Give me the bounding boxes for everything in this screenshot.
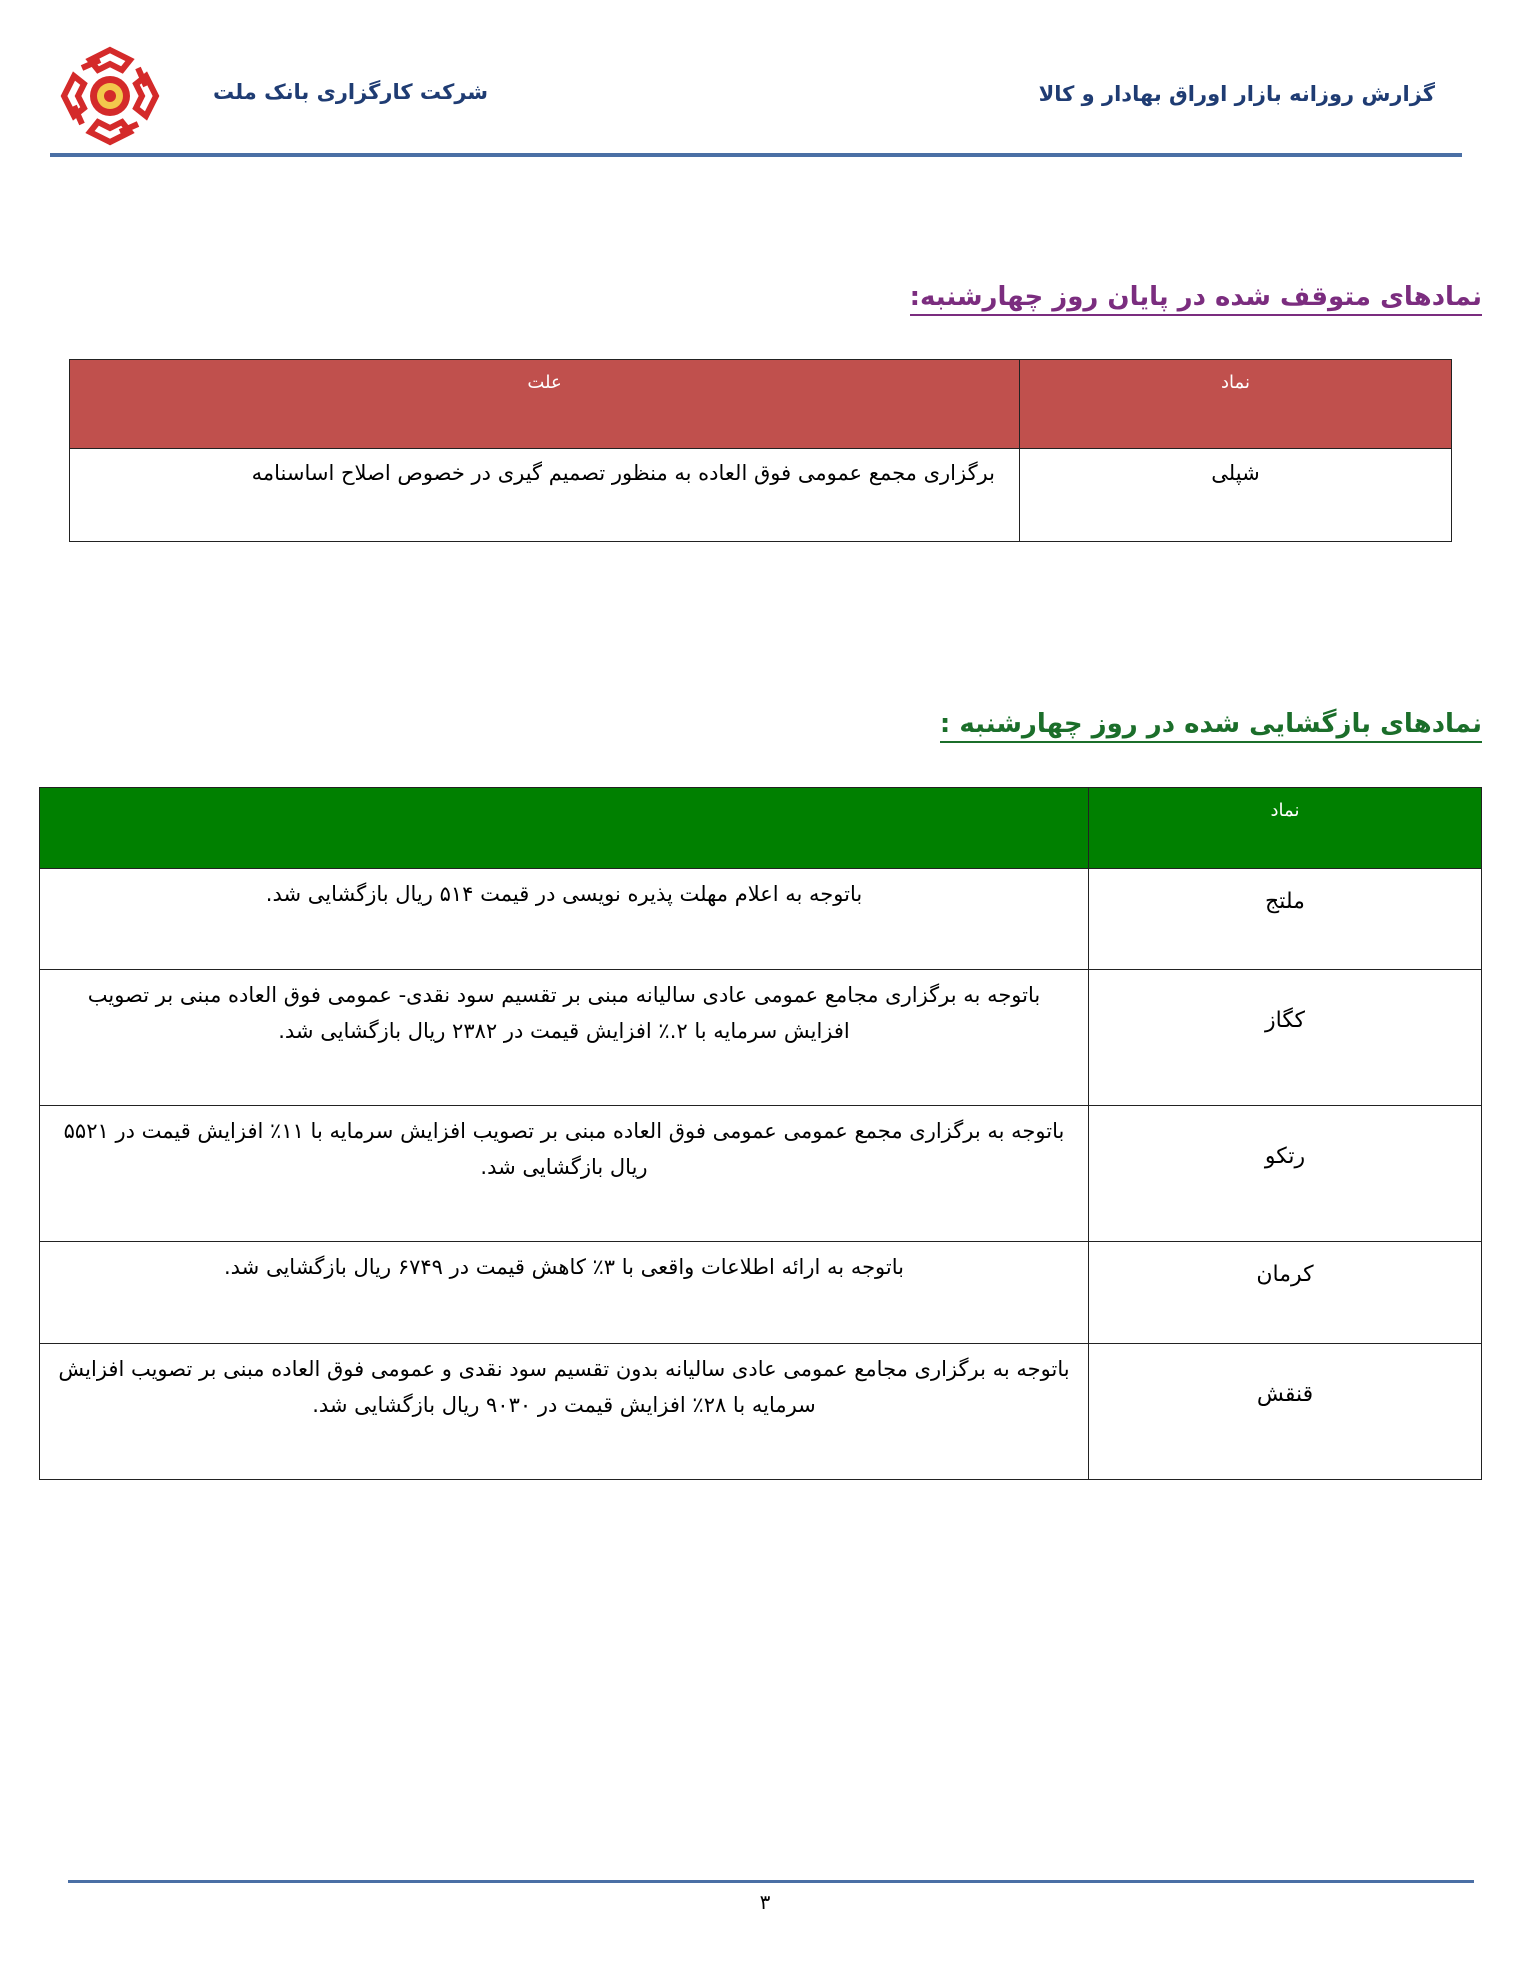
- description-cell: باتوجه به ارائه اطلاعات واقعی با ۳٪ کاهش قیمت در ۶۷۴۹ ریال بازگشایی شد.: [40, 1242, 1089, 1344]
- bank-mellat-logo: [60, 46, 160, 146]
- table-row: [40, 1242, 1482, 1344]
- suspended-table: [69, 359, 1452, 542]
- col-reason-header: علت: [70, 360, 1020, 449]
- symbol-cell: شپلی: [1020, 449, 1452, 542]
- col-symbol-header: نماد: [1020, 360, 1452, 449]
- suspended-table-header: [70, 360, 1452, 449]
- table-row: [40, 1344, 1482, 1480]
- reopened-heading: نمادهای بازگشایی شده در روز چهارشنبه :: [940, 709, 1482, 743]
- col-description-header: [40, 788, 1089, 869]
- table-row: [70, 449, 1452, 542]
- symbol-cell: رتکو: [1089, 1106, 1482, 1242]
- suspended-heading: نمادهای متوقف شده در پایان روز چهارشنبه:: [910, 282, 1482, 316]
- symbol-cell: ملتج: [1089, 869, 1482, 970]
- reopened-table: [39, 787, 1482, 1480]
- description-cell: باتوجه به اعلام مهلت پذیره نویسی در قیمت ۵۱۴ ریال بازگشایی شد.: [40, 869, 1089, 970]
- symbol-cell: کرمان: [1089, 1242, 1482, 1344]
- header-rule: [50, 153, 1462, 157]
- description-cell: باتوجه به برگزاری مجامع عمومی عادی سالیانه مبنی بر تقسیم سود نقدی- عمومی فوق العاده مبنی بر تصویب افزایش سرمایه با ۲.٪ افزایش قیمت در ۲۳۸۲ ریال بازگشایی شد.: [40, 970, 1089, 1106]
- symbol-cell: قنقش: [1089, 1344, 1482, 1480]
- company-name: شرکت کارگزاری بانک ملت: [213, 80, 489, 104]
- description-cell: باتوجه به برگزاری مجمع عمومی عمومی فوق العاده مبنی بر تصویب افزایش سرمایه با ۱۱٪ افزایش قیمت در ۵۵۲۱ ریال بازگشایی شد.: [40, 1106, 1089, 1242]
- page-number: ۳: [759, 1890, 771, 1914]
- col-symbol-header: نماد: [1089, 788, 1482, 869]
- reopened-table-header: [40, 788, 1482, 869]
- table-row: [40, 1106, 1482, 1242]
- reason-cell: برگزاری مجمع عمومی فوق العاده به منظور تصمیم گیری در خصوص اصلاح اساسنامه: [70, 449, 1020, 542]
- description-cell: باتوجه به برگزاری مجامع عمومی عادی سالیانه بدون تقسیم سود نقدی و عمومی فوق العاده مبنی بر تصویب افزایش سرمایه با ۲۸٪ افزایش قیمت در ۹۰۳۰ ریال بازگشایی شد.: [40, 1344, 1089, 1480]
- table-row: [40, 970, 1482, 1106]
- report-title: گزارش روزانه بازار اوراق بهادار و کالا: [1038, 82, 1435, 106]
- footer-rule: [68, 1880, 1474, 1883]
- symbol-cell: کگاز: [1089, 970, 1482, 1106]
- table-row: [40, 869, 1482, 970]
